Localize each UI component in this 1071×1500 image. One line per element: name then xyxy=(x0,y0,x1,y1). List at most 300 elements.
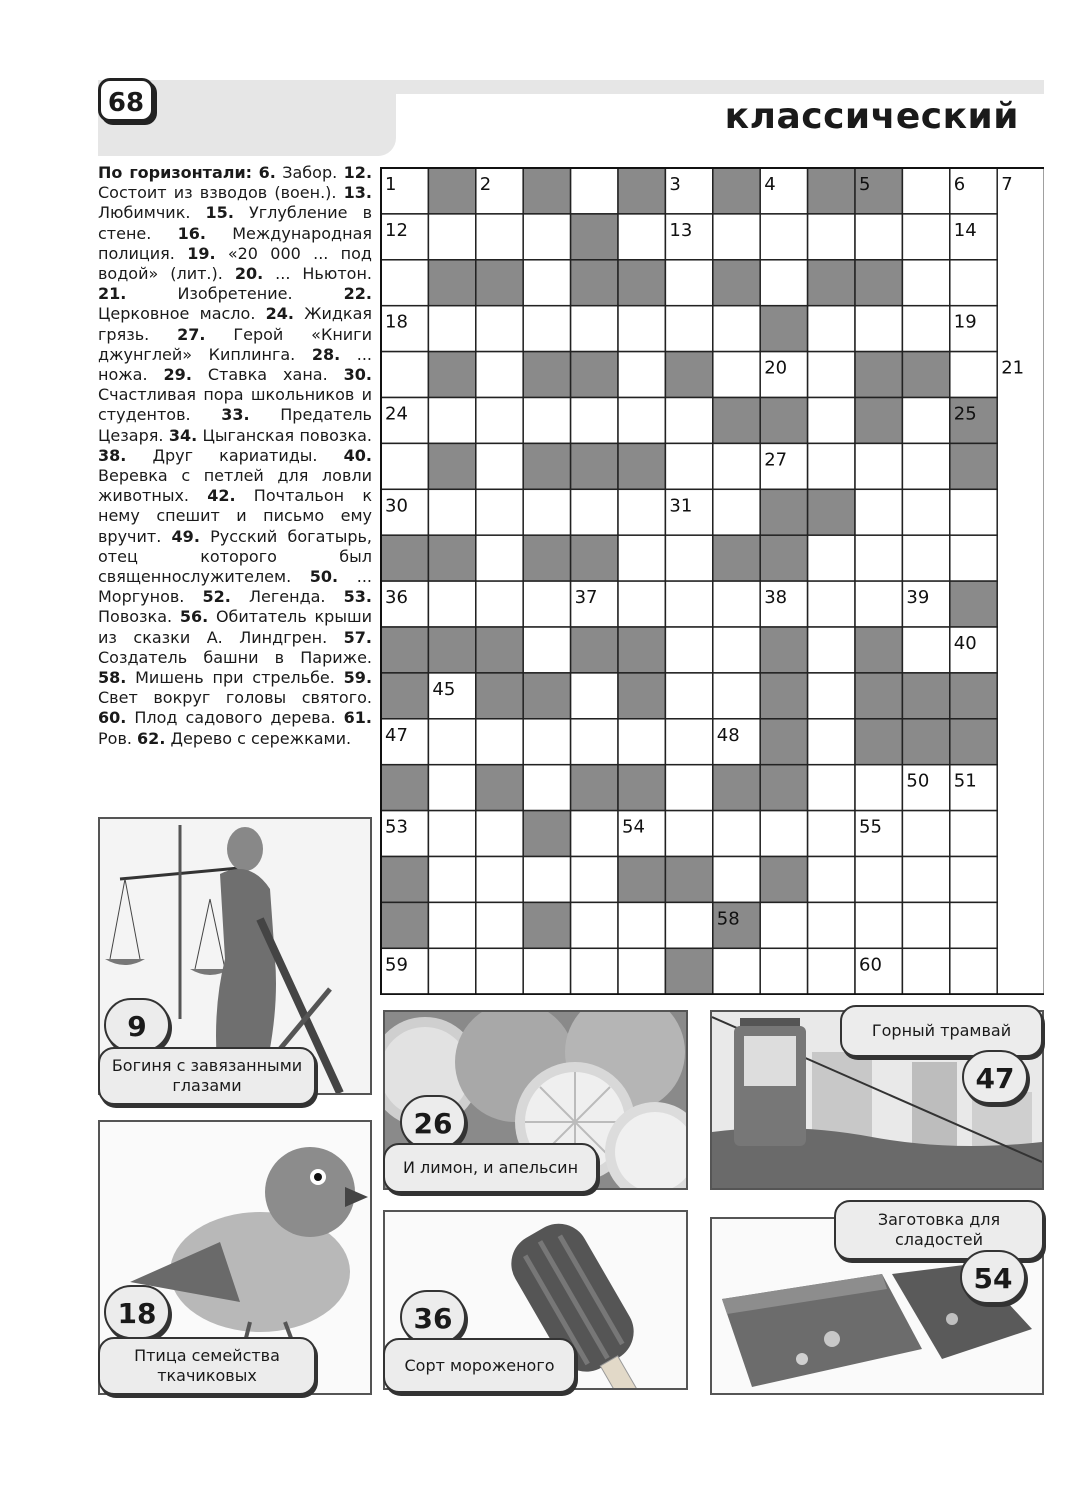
grid-block xyxy=(476,765,523,811)
grid-cell[interactable] xyxy=(571,398,618,444)
picture-number-26: 26 xyxy=(400,1095,466,1149)
cell-number: 7 xyxy=(1001,174,1013,195)
grid-cell[interactable] xyxy=(476,581,523,627)
grid-cell[interactable] xyxy=(902,214,949,260)
clue-text: Русский богатырь, отец которого был священнослужителем. xyxy=(98,526,372,587)
grid-cell[interactable] xyxy=(808,902,855,948)
grid-cell[interactable] xyxy=(808,719,855,765)
cell-number: 13 xyxy=(669,219,693,241)
grid-block xyxy=(808,168,855,214)
grid-cell[interactable] xyxy=(381,443,428,489)
grid-cell[interactable] xyxy=(476,535,523,581)
grid-block xyxy=(618,857,665,903)
clue-text: Состоит из взводов (воен.). xyxy=(98,183,337,203)
cell-number: 39 xyxy=(906,587,930,609)
grid-cell[interactable] xyxy=(571,948,618,994)
grid-cell[interactable] xyxy=(713,306,760,352)
picture-number-18: 18 xyxy=(104,1285,170,1339)
clue-number: 50. xyxy=(309,567,339,587)
grid-cell[interactable] xyxy=(665,719,712,765)
clue-text: Международная полиция. xyxy=(98,223,372,263)
grid-cell[interactable] xyxy=(950,902,997,948)
clue-text: Мишень при стрельбе. xyxy=(126,668,335,688)
cell-number: 12 xyxy=(385,219,408,241)
clue-text: Веревка с петлей для ловли животных. xyxy=(98,466,372,506)
clue-number: 53. xyxy=(343,587,372,607)
cell-number: 14 xyxy=(953,219,977,241)
clue-number: 20. xyxy=(234,264,264,284)
grid-cell[interactable] xyxy=(808,673,855,719)
grid-cell[interactable] xyxy=(950,260,997,306)
grid-block xyxy=(713,398,760,444)
cell-number: 31 xyxy=(669,495,693,517)
clue-text: Повозка. xyxy=(98,607,173,627)
grid-cell[interactable] xyxy=(428,489,475,535)
grid-cell[interactable] xyxy=(476,811,523,857)
grid-cell[interactable] xyxy=(618,948,665,994)
grid-cell[interactable] xyxy=(428,811,475,857)
grid-cell[interactable] xyxy=(713,489,760,535)
clue-number: 40. xyxy=(343,445,372,465)
grid-block xyxy=(808,489,855,535)
grid-cell[interactable] xyxy=(523,260,570,306)
cell-number: 27 xyxy=(764,449,788,471)
grid-block xyxy=(665,352,712,398)
grid-cell[interactable] xyxy=(713,581,760,627)
grid-cell[interactable] xyxy=(523,948,570,994)
clue-number: По горизонтали: xyxy=(98,163,253,182)
grid-cell[interactable] xyxy=(855,581,902,627)
grid-block xyxy=(713,168,760,214)
grid-block xyxy=(760,627,807,673)
grid-cell[interactable] xyxy=(381,260,428,306)
grid-block xyxy=(713,765,760,811)
grid-cell[interactable] xyxy=(950,352,997,398)
grid-cell[interactable] xyxy=(808,857,855,903)
cell-number: 48 xyxy=(716,724,740,746)
header-band xyxy=(98,80,1044,94)
grid-block xyxy=(618,673,665,719)
grid-block xyxy=(381,857,428,903)
grid-cell[interactable] xyxy=(808,765,855,811)
grid-cell[interactable] xyxy=(523,765,570,811)
grid-block xyxy=(760,306,807,352)
cablecar-caption: Горный трамвай xyxy=(840,1005,1043,1057)
grid-block xyxy=(855,260,902,306)
grid-block xyxy=(428,443,475,489)
grid-cell[interactable] xyxy=(902,260,949,306)
grid-cell[interactable] xyxy=(428,948,475,994)
grid-cell[interactable] xyxy=(523,857,570,903)
clue-text: Герой «Книги джунглей» Киплинга. xyxy=(98,324,372,364)
grid-cell[interactable] xyxy=(902,627,949,673)
grid-cell[interactable] xyxy=(665,581,712,627)
grid-cell[interactable] xyxy=(713,811,760,857)
clue-text: Свет вокруг головы святого. xyxy=(98,688,372,708)
grid-cell[interactable] xyxy=(476,214,523,260)
clue-number: 52. xyxy=(202,587,231,607)
cell-number: 58 xyxy=(716,908,740,930)
grid-cell[interactable] xyxy=(571,673,618,719)
clue-text: Забор. xyxy=(275,163,338,182)
clue-number: 28. xyxy=(311,344,341,364)
cell-number: 6 xyxy=(953,174,966,195)
grid-block xyxy=(950,581,997,627)
grid-cell[interactable] xyxy=(381,352,428,398)
grid-cell[interactable] xyxy=(571,857,618,903)
clue-number: 15. xyxy=(205,203,234,223)
grid-block xyxy=(571,443,618,489)
grid-cell[interactable] xyxy=(902,811,949,857)
cell-number: 59 xyxy=(385,954,408,976)
clue-text: Ров. xyxy=(98,728,132,748)
grid-cell[interactable] xyxy=(476,857,523,903)
grid-cell[interactable] xyxy=(713,627,760,673)
grid-cell[interactable] xyxy=(855,857,902,903)
cell-number: 1 xyxy=(385,174,397,195)
clue-text: Дерево с сережками. xyxy=(165,728,352,748)
grid-cell[interactable] xyxy=(665,811,712,857)
grid-cell[interactable] xyxy=(523,398,570,444)
grid-cell[interactable] xyxy=(855,214,902,260)
grid-block xyxy=(523,352,570,398)
grid-cell[interactable] xyxy=(428,398,475,444)
grid-cell[interactable] xyxy=(571,306,618,352)
clue-number: 62. xyxy=(137,728,166,748)
picture-number-54: 54 xyxy=(960,1250,1026,1304)
clue-text: ... Моргунов. xyxy=(98,567,372,607)
grid-cell[interactable] xyxy=(713,443,760,489)
cell-number: 53 xyxy=(385,816,408,838)
crossword-grid[interactable] xyxy=(380,167,1044,995)
grid-cell[interactable] xyxy=(476,306,523,352)
clue-number: 29. xyxy=(163,365,192,385)
grid-cell[interactable] xyxy=(902,168,949,214)
grid-cell[interactable] xyxy=(902,398,949,444)
clue-text: Плод садового дерева. xyxy=(126,708,336,728)
grid-cell[interactable] xyxy=(665,765,712,811)
grid-cell[interactable] xyxy=(618,581,665,627)
clue-number: 60. xyxy=(98,708,127,728)
grid-cell[interactable] xyxy=(476,902,523,948)
grid-cell[interactable] xyxy=(428,581,475,627)
grid-block xyxy=(523,673,570,719)
grid-cell[interactable] xyxy=(523,581,570,627)
grid-cell[interactable] xyxy=(855,306,902,352)
grid-cell[interactable] xyxy=(902,902,949,948)
grid-cell[interactable] xyxy=(808,443,855,489)
grid-cell[interactable] xyxy=(476,352,523,398)
clue-text: Углубление в стене. xyxy=(98,203,373,243)
clue-number: 12. xyxy=(343,163,373,182)
grid-block xyxy=(476,627,523,673)
grid-cell[interactable] xyxy=(855,489,902,535)
grid-block xyxy=(808,260,855,306)
grid-cell[interactable] xyxy=(476,719,523,765)
clue-number: 34. xyxy=(168,425,198,445)
grid-cell[interactable] xyxy=(571,719,618,765)
grid-cell[interactable] xyxy=(476,489,523,535)
grid-block xyxy=(618,765,665,811)
grid-cell[interactable] xyxy=(665,306,712,352)
popsicle-caption: Сорт мороженого xyxy=(383,1338,576,1393)
grid-cell[interactable] xyxy=(808,948,855,994)
grid-block xyxy=(571,535,618,581)
clue-number: 22. xyxy=(343,284,372,304)
grid-block xyxy=(760,765,807,811)
cell-number: 18 xyxy=(385,311,408,333)
grid-block xyxy=(760,489,807,535)
grid-cell[interactable] xyxy=(665,398,712,444)
clue-text: Почтальон к нему спешит и письмо ему вручит. xyxy=(98,486,372,546)
grid-cell[interactable] xyxy=(523,627,570,673)
grid-cell[interactable] xyxy=(713,673,760,719)
grid-cell[interactable] xyxy=(760,902,807,948)
clue-number: 58. xyxy=(98,668,127,688)
themis-caption: Богиня с завязанными глазами xyxy=(98,1047,316,1105)
clue-text: «20 000 ... под водой» (лит.). xyxy=(98,243,372,284)
picture-number-36: 36 xyxy=(400,1290,466,1344)
grid-cell[interactable] xyxy=(476,398,523,444)
grid-block xyxy=(855,673,902,719)
grid-cell[interactable] xyxy=(808,398,855,444)
grid-block xyxy=(428,627,475,673)
grid-cell[interactable] xyxy=(618,719,665,765)
grid-cell[interactable] xyxy=(476,948,523,994)
grid-block xyxy=(381,765,428,811)
grid-cell[interactable] xyxy=(523,489,570,535)
cell-number: 47 xyxy=(385,724,408,746)
cell-number: 20 xyxy=(764,357,788,379)
grid-cell[interactable] xyxy=(665,673,712,719)
grid-cell[interactable] xyxy=(476,443,523,489)
grid-cell[interactable] xyxy=(902,443,949,489)
cell-number: 51 xyxy=(953,770,977,792)
grid-block xyxy=(665,857,712,903)
grid-block xyxy=(618,443,665,489)
grid-block xyxy=(428,168,475,214)
grid-cell[interactable] xyxy=(950,948,997,994)
cell-number: 19 xyxy=(953,311,977,333)
grid-block xyxy=(571,627,618,673)
clue-text: Изобретение. xyxy=(126,284,293,304)
cell-number: 40 xyxy=(953,633,977,654)
clue-text: ... Ньютон. xyxy=(263,264,372,284)
section-title: классический xyxy=(724,96,1019,137)
clue-text: Счастливая пора школьников и студентов. xyxy=(98,385,372,425)
grid-cell[interactable] xyxy=(428,719,475,765)
grid-cell[interactable] xyxy=(950,811,997,857)
grid-cell[interactable] xyxy=(808,811,855,857)
grid-block xyxy=(902,352,949,398)
grid-cell[interactable] xyxy=(855,443,902,489)
grid-cell[interactable] xyxy=(665,443,712,489)
grid-cell[interactable] xyxy=(713,948,760,994)
clue-number: 30. xyxy=(343,365,372,385)
grid-block xyxy=(855,719,902,765)
grid-block xyxy=(618,260,665,306)
grid-block xyxy=(571,260,618,306)
sweets-caption: Заготовка для сладостей xyxy=(834,1200,1044,1260)
clue-number: 42. xyxy=(207,486,236,506)
grid-block xyxy=(902,719,949,765)
grid-cell[interactable] xyxy=(571,811,618,857)
grid-cell[interactable] xyxy=(523,214,570,260)
grid-cell[interactable] xyxy=(808,627,855,673)
cell-number: 60 xyxy=(859,954,882,976)
grid-block xyxy=(381,902,428,948)
grid-block xyxy=(523,535,570,581)
grid-cell[interactable] xyxy=(950,857,997,903)
grid-cell[interactable] xyxy=(665,535,712,581)
clue-number: 56. xyxy=(179,607,209,627)
cell-number: 4 xyxy=(764,174,776,195)
clue-text: Обитатель крыши из сказки А. Линдгрен. xyxy=(98,607,372,647)
grid-cell[interactable] xyxy=(808,214,855,260)
grid-block xyxy=(855,398,902,444)
grid-cell[interactable] xyxy=(523,719,570,765)
grid-cell[interactable] xyxy=(760,811,807,857)
grid-cell[interactable] xyxy=(618,398,665,444)
grid-cell[interactable] xyxy=(902,857,949,903)
grid-cell[interactable] xyxy=(428,902,475,948)
grid-cell[interactable] xyxy=(428,306,475,352)
cell-number: 45 xyxy=(432,678,456,700)
grid-block xyxy=(950,673,997,719)
grid-cell[interactable] xyxy=(855,535,902,581)
grid-cell[interactable] xyxy=(618,214,665,260)
grid-cell[interactable] xyxy=(713,214,760,260)
grid-block xyxy=(760,719,807,765)
grid-cell[interactable] xyxy=(428,857,475,903)
grid-block xyxy=(713,260,760,306)
grid-block xyxy=(523,811,570,857)
grid-cell[interactable] xyxy=(571,168,618,214)
grid-cell[interactable] xyxy=(902,948,949,994)
clue-number: 13. xyxy=(343,183,372,203)
grid-block xyxy=(428,352,475,398)
clue-text: Церковное масло. xyxy=(98,304,256,324)
clue-text: Друг кариатиды. xyxy=(126,445,318,465)
grid-cell[interactable] xyxy=(855,902,902,948)
grid-block xyxy=(428,260,475,306)
grid-cell[interactable] xyxy=(760,948,807,994)
grid-cell[interactable] xyxy=(808,581,855,627)
grid-cell[interactable] xyxy=(902,306,949,352)
grid-cell[interactable] xyxy=(618,352,665,398)
cell-number: 38 xyxy=(764,587,788,609)
grid-block xyxy=(571,352,618,398)
grid-cell[interactable] xyxy=(760,214,807,260)
grid-cell[interactable] xyxy=(618,535,665,581)
clue-text: ... ножа. xyxy=(98,344,372,385)
clue-number: 38. xyxy=(98,445,127,465)
grid-block xyxy=(950,719,997,765)
clue-number: 16. xyxy=(177,223,206,243)
cell-number: 25 xyxy=(953,403,977,425)
cell-number: 54 xyxy=(622,816,645,838)
grid-cell[interactable] xyxy=(808,352,855,398)
grid-cell[interactable] xyxy=(855,765,902,811)
citrus-caption: И лимон, и апельсин xyxy=(383,1143,598,1193)
clue-number: 49. xyxy=(171,526,200,546)
clue-number: 33. xyxy=(221,405,250,425)
grid-block xyxy=(950,443,997,489)
cell-number: 50 xyxy=(906,770,930,792)
cell-number: 2 xyxy=(479,174,492,195)
grid-cell[interactable] xyxy=(902,535,949,581)
grid-block xyxy=(665,948,712,994)
page-number: 68 xyxy=(98,78,154,122)
grid-cell[interactable] xyxy=(713,352,760,398)
clue-number: 21. xyxy=(98,284,127,304)
clue-text: Создатель башни в Париже. xyxy=(98,647,372,667)
grid-cell[interactable] xyxy=(902,489,949,535)
grid-cell[interactable] xyxy=(808,306,855,352)
grid-block xyxy=(760,535,807,581)
clue-text: Предатель Цезаря. xyxy=(98,405,372,445)
grid-cell[interactable] xyxy=(665,627,712,673)
grid-block xyxy=(381,535,428,581)
grid-cell[interactable] xyxy=(428,214,475,260)
clue-text: Ставка хана. xyxy=(191,365,328,385)
grid-block xyxy=(381,673,428,719)
clue-number: 57. xyxy=(343,627,372,647)
grid-cell[interactable] xyxy=(665,260,712,306)
grid-cell[interactable] xyxy=(808,535,855,581)
grid-cell[interactable] xyxy=(665,902,712,948)
grid-block xyxy=(760,673,807,719)
grid-cell[interactable] xyxy=(713,857,760,903)
grid-cell[interactable] xyxy=(571,902,618,948)
grid-cell[interactable] xyxy=(950,535,997,581)
grid-block xyxy=(523,168,570,214)
grid-cell[interactable] xyxy=(523,306,570,352)
clue-text: Цыганская повозка. xyxy=(197,425,372,445)
clue-number: 19. xyxy=(187,243,216,263)
grid-cell[interactable] xyxy=(950,489,997,535)
grid-block xyxy=(523,443,570,489)
grid-block xyxy=(523,902,570,948)
grid-block xyxy=(618,627,665,673)
grid-block xyxy=(476,260,523,306)
clue-number: 27. xyxy=(177,324,206,344)
grid-block xyxy=(571,765,618,811)
grid-cell[interactable] xyxy=(760,260,807,306)
grid-cell[interactable] xyxy=(618,306,665,352)
grid-block xyxy=(713,535,760,581)
sparrow-caption: Птица семейства ткачиковых xyxy=(98,1337,316,1395)
clue-text: Любимчик. xyxy=(98,203,191,223)
grid-cell[interactable] xyxy=(571,489,618,535)
clue-text: Жидкая грязь. xyxy=(98,304,372,344)
grid-cell[interactable] xyxy=(618,902,665,948)
grid-block xyxy=(855,352,902,398)
grid-block xyxy=(571,214,618,260)
picture-number-47: 47 xyxy=(962,1050,1028,1104)
grid-block xyxy=(760,398,807,444)
cell-number: 36 xyxy=(385,587,408,609)
grid-cell[interactable] xyxy=(618,489,665,535)
grid-block xyxy=(618,168,665,214)
picture-number-9: 9 xyxy=(104,998,170,1052)
grid-block xyxy=(902,673,949,719)
clues-across xyxy=(98,163,372,749)
grid-block xyxy=(381,627,428,673)
cell-number: 5 xyxy=(859,174,871,195)
grid-cell[interactable] xyxy=(428,765,475,811)
clue-number: 61. xyxy=(343,708,372,728)
